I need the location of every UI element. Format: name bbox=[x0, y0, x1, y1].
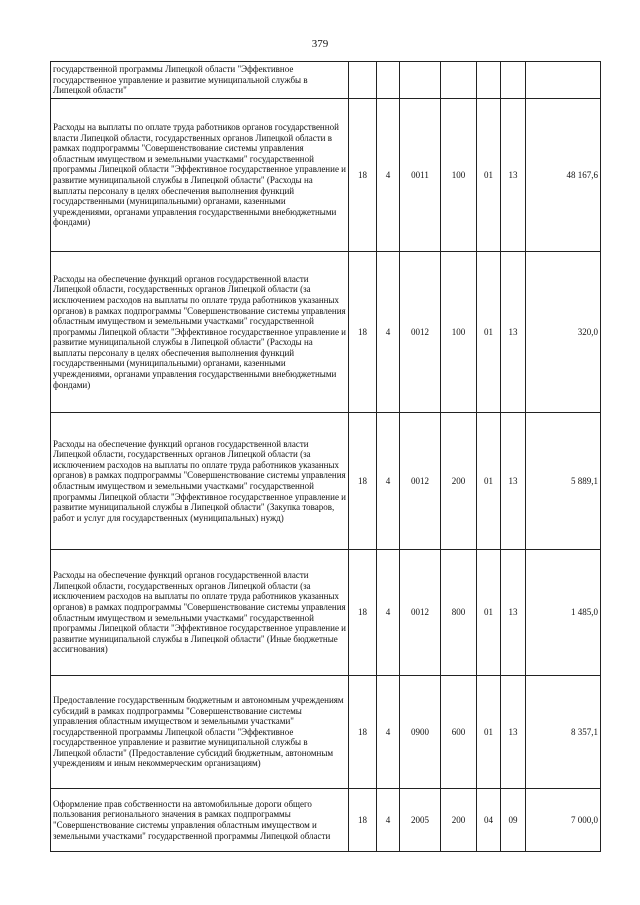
cell-target-article: 0012 bbox=[400, 550, 441, 676]
cell-amount: 1 485,0 bbox=[526, 550, 601, 676]
table-row bbox=[51, 62, 601, 99]
cell-code-1: 18 bbox=[349, 413, 377, 550]
cell-amount: 8 357,1 bbox=[526, 676, 601, 789]
cell-target-article: 2005 bbox=[400, 789, 441, 852]
table-row bbox=[51, 676, 601, 789]
row-description: Расходы на обеспечение функций органов государственной власти Липецкой области, государственных органов Липецкой области (за исключением расходов на выплаты по оплате труда работников указанных органов) в рамках подпрограммы "Совершенствование системы управления областным имуществом и земельными участками" государственной программы Липецкой области "Эффективное государственное управление и развитие муниципальной службы в Липецкой области" (Иные бюджетные ассигнования) bbox=[51, 550, 349, 676]
cell-subsection: 09 bbox=[501, 789, 526, 852]
cell-section: 01 bbox=[477, 413, 501, 550]
cell-section: 01 bbox=[477, 676, 501, 789]
cell-code-2: 4 bbox=[377, 789, 400, 852]
cell-target-article: 0900 bbox=[400, 676, 441, 789]
cell-section bbox=[477, 62, 501, 99]
cell-expense-type: 600 bbox=[441, 676, 477, 789]
cell-amount: 5 889,1 bbox=[526, 413, 601, 550]
cell-expense-type: 100 bbox=[441, 99, 477, 252]
cell-section: 01 bbox=[477, 252, 501, 413]
cell-subsection: 13 bbox=[501, 252, 526, 413]
cell-amount: 7 000,0 bbox=[526, 789, 601, 852]
cell-code-2: 4 bbox=[377, 252, 400, 413]
table-row bbox=[51, 789, 601, 852]
cell-code-1: 18 bbox=[349, 252, 377, 413]
cell-subsection: 13 bbox=[501, 99, 526, 252]
cell-target-article: 0011 bbox=[400, 99, 441, 252]
cell-amount: 48 167,6 bbox=[526, 99, 601, 252]
row-description: Расходы на обеспечение функций органов государственной власти Липецкой области, государственных органов Липецкой области (за исключением расходов на выплаты по оплате труда работников указанных органов) в рамках подпрограммы "Совершенствование системы управления областным имуществом и земельными участками" государственной программы Липецкой области "Эффективное государственное управление и развитие муниципальной службы в Липецкой области" (Расходы на выплаты персоналу в целях обеспечения выполнения функций государственными (муниципальными) органами, казенными учреждениями, органами управления государственными внебюджетными фондами) bbox=[51, 252, 349, 413]
table-row bbox=[51, 99, 601, 252]
row-description: Расходы на обеспечение функций органов государственной власти Липецкой области, государственных органов Липецкой области (за исключением расходов на выплаты по оплате труда работников указанных органов) в рамках подпрограммы "Совершенствование системы управления областным имуществом и земельными участками" государственной программы Липецкой области "Эффективное государственное управление и развитие муниципальной службы в Липецкой области" (Закупка товаров, работ и услуг для государственных (муниципальных) нужд) bbox=[51, 413, 349, 550]
cell-section: 04 bbox=[477, 789, 501, 852]
row-description: государственной программы Липецкой области "Эффективное государственное управление и развитие муниципальной службы в Липецкой области" bbox=[51, 62, 349, 99]
budget-table bbox=[50, 61, 601, 852]
cell-amount bbox=[526, 62, 601, 99]
cell-expense-type: 200 bbox=[441, 789, 477, 852]
row-description: Расходы на выплаты по оплате труда работников органов государственной власти Липецкой области, государственных органов Липецкой области в рамках подпрограммы "Совершенствование системы управления областным имуществом и земельными участками" государственной программы Липецкой области "Эффективное государственное управление и развитие муниципальной службы в Липецкой области" (Расходы на выплаты персоналу в целях обеспечения выполнения функций государственными (муниципальными) органами, казенными учреждениями, органами управления государственными внебюджетными фондами) bbox=[51, 99, 349, 252]
cell-target-article: 0012 bbox=[400, 413, 441, 550]
row-description: Предоставление государственным бюджетным и автономным учреждениям субсидий в рамках подпрограммы "Совершенствование системы управления областным имуществом и земельными участками" государственной программы Липецкой области "Эффективное государственное управление и развитие муниципальной службы в Липецкой области" (Предоставление субсидий бюджетным, автономным учреждениям и иным некоммерческим организациям) bbox=[51, 676, 349, 789]
cell-amount: 320,0 bbox=[526, 252, 601, 413]
cell-expense-type: 100 bbox=[441, 252, 477, 413]
cell-code-2: 4 bbox=[377, 413, 400, 550]
cell-code-1: 18 bbox=[349, 676, 377, 789]
table-row bbox=[51, 550, 601, 676]
cell-subsection: 13 bbox=[501, 550, 526, 676]
page-number: 379 bbox=[311, 38, 329, 50]
cell-code-1: 18 bbox=[349, 99, 377, 252]
cell-code-1 bbox=[349, 62, 377, 99]
cell-code-2: 4 bbox=[377, 99, 400, 252]
cell-subsection: 13 bbox=[501, 413, 526, 550]
cell-target-article bbox=[400, 62, 441, 99]
cell-section: 01 bbox=[477, 99, 501, 252]
cell-code-2 bbox=[377, 62, 400, 99]
cell-expense-type bbox=[441, 62, 477, 99]
cell-subsection: 13 bbox=[501, 676, 526, 789]
cell-expense-type: 200 bbox=[441, 413, 477, 550]
row-description: Оформление прав собственности на автомобильные дороги общего пользования регионального значения в рамках подпрограммы "Совершенствование системы управления областным имуществом и земельными участками" государственной программы Липецкой области bbox=[51, 789, 349, 852]
table-row bbox=[51, 252, 601, 413]
cell-code-2: 4 bbox=[377, 676, 400, 789]
cell-code-2: 4 bbox=[377, 550, 400, 676]
cell-target-article: 0012 bbox=[400, 252, 441, 413]
table-row bbox=[51, 413, 601, 550]
cell-subsection bbox=[501, 62, 526, 99]
cell-code-1: 18 bbox=[349, 789, 377, 852]
cell-expense-type: 800 bbox=[441, 550, 477, 676]
cell-section: 01 bbox=[477, 550, 501, 676]
cell-code-1: 18 bbox=[349, 550, 377, 676]
